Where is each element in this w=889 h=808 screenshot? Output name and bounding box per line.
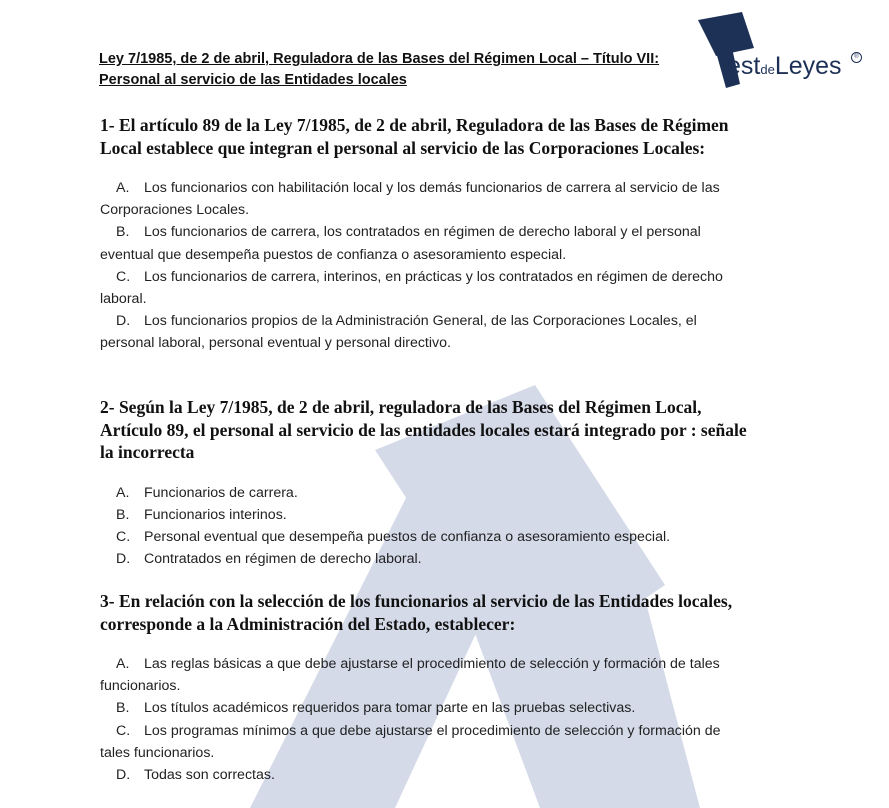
- question-2-option-c: [100, 526, 750, 548]
- option-text: Funcionarios de carrera.: [144, 484, 298, 501]
- option-text: Los funcionarios propios de la Administración General, de las Corporaciones Locales, el personal laboral, personal eventual y personal directivo.: [100, 313, 697, 352]
- logo-text-de: de: [760, 62, 775, 77]
- question-1-options: [100, 177, 750, 355]
- option-letter: A.: [116, 656, 130, 672]
- option-letter: B.: [116, 506, 130, 523]
- question-3-option-b: [100, 697, 750, 719]
- header-title-line-1: Ley 7/1985, de 2 de abril, Reguladora de las Bases del Régimen Local – Título VII:: [99, 51, 660, 67]
- option-text: Las reglas básicas a que debe ajustarse el procedimiento de selección y formación de tales funcionarios.: [100, 656, 720, 695]
- option-letter: B.: [116, 700, 130, 717]
- option-text: Los funcionarios de carrera, los contratados en régimen de derecho laboral y el personal eventual que desempeña puestos de confianza o asesoramiento especial.: [100, 224, 701, 263]
- option-text: Los programas mínimos a que debe ajustarse el procedimiento de selección y formación de tales funcionarios.: [100, 722, 721, 761]
- logo-text-leyes: Leyes: [774, 52, 842, 80]
- option-text: Los títulos académicos requeridos para tomar parte en las pruebas selectivas.: [144, 700, 636, 717]
- question-3-option-a: [100, 653, 750, 697]
- question-3-option-c: [100, 720, 750, 764]
- question-3-option-d: [100, 764, 750, 786]
- option-letter: C.: [116, 268, 131, 285]
- option-text: Todas son correctas.: [144, 767, 275, 784]
- registered-mark: ®: [851, 52, 862, 63]
- question-1-option-d: [100, 310, 750, 354]
- option-letter: A.: [116, 484, 130, 501]
- question-2-options: [100, 482, 750, 571]
- question-1-option-a: [100, 177, 750, 221]
- option-letter: D.: [116, 767, 131, 784]
- question-1: [100, 114, 750, 355]
- option-letter: A.: [116, 180, 130, 196]
- header-title-line-2: Personal al servicio de las Entidades locales: [99, 72, 407, 88]
- option-text: Los funcionarios de carrera, interinos, en prácticas y los contratados en régimen de derecho laboral.: [100, 268, 723, 308]
- option-text: Funcionarios interinos.: [144, 506, 287, 523]
- question-1-option-b: [100, 221, 750, 265]
- logo-text: [727, 52, 842, 81]
- option-text: Personal eventual que desempeña puestos de confianza o asesoramiento especial.: [144, 528, 671, 545]
- option-letter: C.: [116, 722, 131, 739]
- logo-text-est: est: [727, 52, 761, 80]
- option-text: Contratados en régimen de derecho laboral.: [144, 551, 422, 568]
- question-2-option-d: [100, 548, 750, 570]
- question-3-options: [100, 653, 750, 786]
- question-1-option-c: [100, 266, 750, 310]
- question-2-title: 2- Según la Ley 7/1985, de 2 de abril, reguladora de las Bases del Régimen Local, Artículo 89, el personal al servicio de las entidades locales estará integrado por : señale la incorrecta: [100, 397, 747, 462]
- option-text: Los funcionarios con habilitación local y los demás funcionarios de carrera al servicio de las Corporaciones Locales.: [100, 180, 720, 219]
- question-2: [100, 396, 750, 570]
- question-3-title: 3- En relación con la selección de los funcionarios al servicio de las Entidades locales, corresponde a la Administración del Estado, establecer:: [100, 591, 733, 634]
- option-letter: B.: [116, 224, 130, 241]
- option-letter: D.: [116, 313, 131, 330]
- option-letter: C.: [116, 528, 131, 545]
- question-3: [100, 590, 750, 786]
- question-2-option-b: [100, 504, 750, 526]
- document-header-title: [99, 49, 679, 91]
- question-2-option-a: [100, 482, 750, 504]
- option-letter: D.: [116, 551, 131, 568]
- question-1-title: 1- El artículo 89 de la Ley 7/1985, de 2 de abril, Reguladora de las Bases de Régimen Local establece que integran el personal al servicio de las Corporaciones Locales:: [100, 115, 729, 158]
